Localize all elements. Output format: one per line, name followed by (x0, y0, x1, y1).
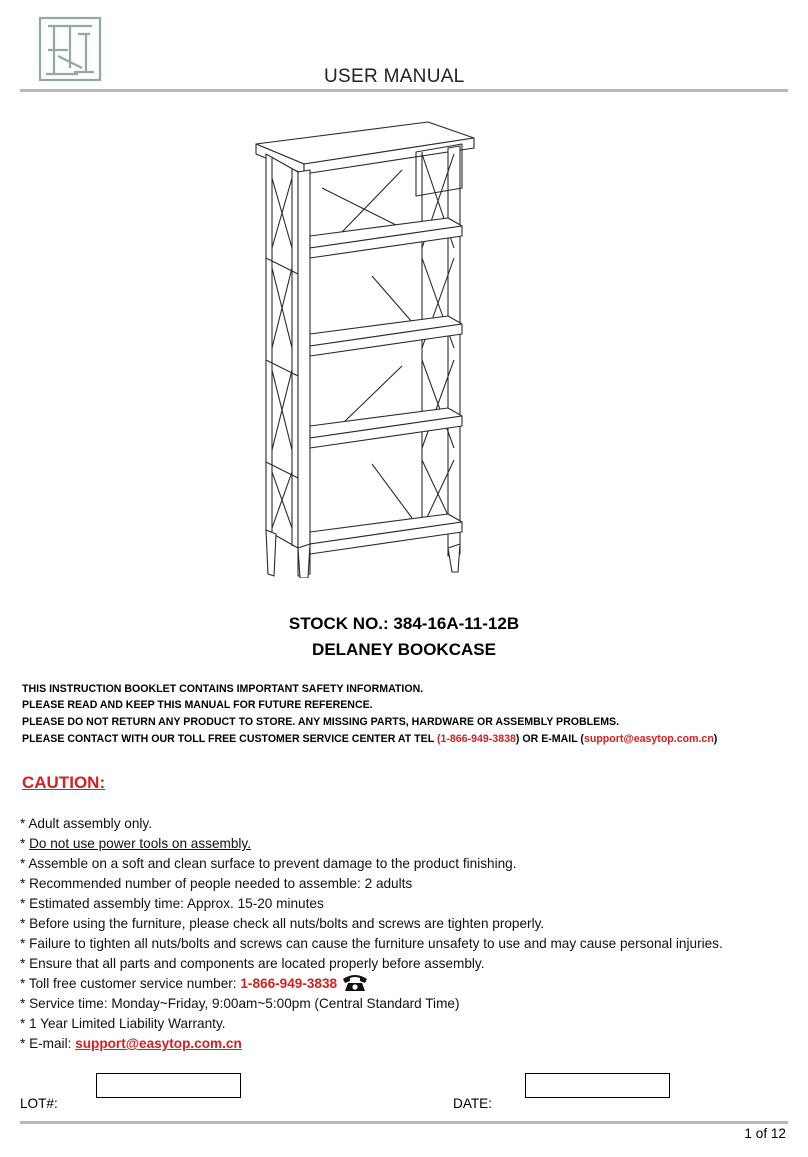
caution-text: Estimated assembly time: Approx. 15-20 minutes (29, 896, 324, 911)
notice-contact (22, 733, 717, 745)
page-number: 1 of 12 (744, 1126, 786, 1141)
bullet-marker: * (20, 816, 29, 831)
caution-item (20, 856, 517, 871)
bullet-marker: * (20, 916, 30, 931)
bullet-marker: * (20, 836, 30, 851)
bullet-marker: * (20, 996, 30, 1011)
notice-contact-mid: ) OR E-MAIL ( (515, 733, 584, 745)
support-email-link[interactable]: support@easytop.com.cn (75, 1036, 242, 1051)
footer-divider (20, 1121, 788, 1124)
caution-text: Ensure that all parts and components are located properly before assembly. (29, 956, 485, 971)
caution-text: Recommended number of people needed to assemble: 2 adults (29, 876, 413, 891)
bullet-marker: * (20, 856, 29, 871)
caution-item-email (20, 1036, 242, 1051)
toll-free-number-link[interactable]: 1-866-949-3838 (240, 976, 338, 991)
bullet-marker: * (20, 876, 30, 891)
bullet-marker: * (20, 936, 30, 951)
caution-item (20, 816, 152, 831)
caution-item (20, 896, 324, 911)
date-field[interactable] (525, 1073, 670, 1098)
telephone-icon (341, 972, 369, 992)
caution-text: Adult assembly only. (28, 816, 152, 831)
notice-keep-manual: PLEASE READ AND KEEP THIS MANUAL FOR FUTURE REFERENCE. (22, 699, 373, 711)
bookcase-illustration (252, 108, 482, 578)
notice-contact-prefix: PLEASE CONTACT WITH OUR TOLL FREE CUSTOMER SERVICE CENTER AT TEL (22, 733, 437, 745)
notice-email-link[interactable]: support@easytop.com.cn (583, 733, 714, 745)
caution-item (20, 876, 412, 891)
caution-text: 1 Year Limited Liability Warranty. (29, 1016, 226, 1031)
lot-number-field[interactable] (96, 1073, 241, 1098)
bullet-marker: * (20, 956, 30, 971)
bullet-marker: * (20, 976, 29, 991)
page-title: USER MANUAL (324, 66, 465, 87)
caution-text: Before using the furniture, please check all nuts/bolts and screws are tighten properly. (29, 916, 545, 931)
caution-text: Assemble on a soft and clean surface to prevent damage to the product finishing. (28, 856, 517, 871)
notice-tel-link[interactable]: 1-866-949-3838 (440, 733, 516, 745)
caution-item-phone (20, 976, 369, 992)
stock-number: STOCK NO.: 384-16A-11-12B (288, 614, 520, 633)
caution-item (20, 936, 723, 951)
caution-text: Toll free customer service number: (28, 976, 241, 991)
notice-contact-close: ) (713, 733, 718, 745)
header-divider (20, 89, 788, 92)
caution-text: Do not use power tools on assembly. (29, 836, 251, 851)
product-name: DELANEY BOOKCASE (312, 640, 496, 659)
caution-item (20, 1016, 226, 1031)
caution-item (20, 996, 459, 1011)
caution-text: E-mail: (29, 1036, 76, 1051)
bullet-marker: * (20, 1016, 30, 1031)
date-label: DATE: (453, 1096, 493, 1111)
bullet-marker: * (20, 896, 30, 911)
caution-heading: CAUTION: (22, 773, 106, 792)
notice-do-not-return: PLEASE DO NOT RETURN ANY PRODUCT TO STORE. ANY MISSING PARTS, HARDWARE OR ASSEMBLY PROBLEMS. (22, 716, 620, 728)
caution-item (20, 836, 251, 851)
caution-text: Failure to tighten all nuts/bolts and screws can cause the furniture unsafety to use and may cause personal injuries. (29, 936, 723, 951)
caution-item (20, 916, 544, 931)
caution-text: Service time: Monday~Friday, 9:00am~5:00pm (Central Standard Time) (29, 996, 460, 1011)
brand-monogram-logo (38, 16, 102, 82)
caution-item (20, 956, 484, 971)
notice-contact-open: ( (436, 733, 441, 745)
lot-label: LOT#: (20, 1096, 58, 1111)
notice-safety-info: THIS INSTRUCTION BOOKLET CONTAINS IMPORTANT SAFETY INFORMATION. (22, 683, 424, 695)
bullet-marker: * (20, 1036, 30, 1051)
